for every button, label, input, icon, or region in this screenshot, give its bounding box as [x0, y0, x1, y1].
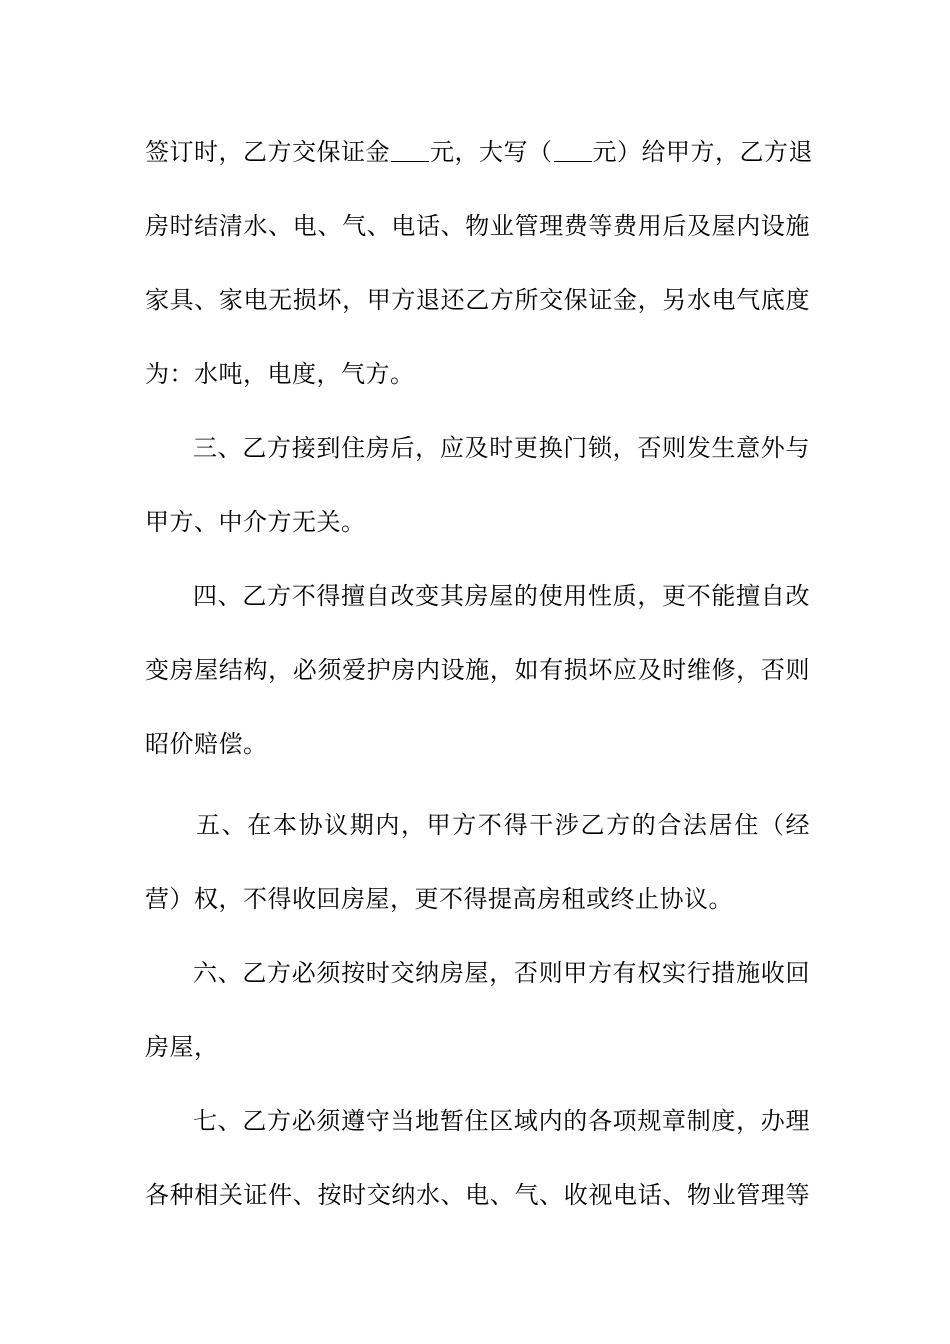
text-line: 甲方、中介方无关。 [145, 508, 366, 536]
clause-6-heading-line: 六、乙方必须按时交纳房屋，否则甲方有权实行措施收回 [193, 959, 810, 987]
text-line: 变房屋结构，必须爱护房内设施，如有损坏应及时维修，否则 [145, 656, 810, 684]
deposit-amount-blank [391, 141, 429, 162]
deposit-amount-words-blank [554, 141, 592, 162]
text-line: 昭价赔偿。 [145, 730, 268, 758]
clause-7-heading-line: 七、乙方必须遵守当地暂住区域内的各项规章制度，办理 [193, 1107, 810, 1135]
text-line: 营）权，不得收回房屋，更不得提高房租或终止协议。 [145, 885, 733, 913]
clause-3-heading-line: 三、乙方接到住房后，应及时更换门锁，否则发生意外与 [193, 434, 810, 462]
clause-4-heading-line: 四、乙方不得擅自改变其房屋的使用性质，更不能擅自改 [193, 582, 810, 610]
deposit-text-3: 元）给甲方，乙方退 [592, 138, 813, 166]
text-line: 房屋， [145, 1033, 219, 1061]
deposit-text-1: 签订时，乙方交保证金 [145, 138, 390, 166]
text-line: 为：水吨，电度，气方。 [145, 360, 415, 388]
deposit-text-2: 元，大写（ [430, 138, 553, 166]
clause-5-heading-line: 五、在本协议期内，甲方不得干涉乙方的合法居住（经 [196, 811, 810, 839]
text-line: 家具、家电无损坏，甲方退还乙方所交保证金，另水电气底度 [145, 286, 810, 314]
text-line: 房时结清水、电、气、电话、物业管理费等费用后及屋内设施 [145, 212, 810, 240]
text-line: 各种相关证件、按时交纳水、电、气、收视电话、物业管理等 [145, 1181, 810, 1209]
paragraph-deposit-line [145, 137, 813, 167]
